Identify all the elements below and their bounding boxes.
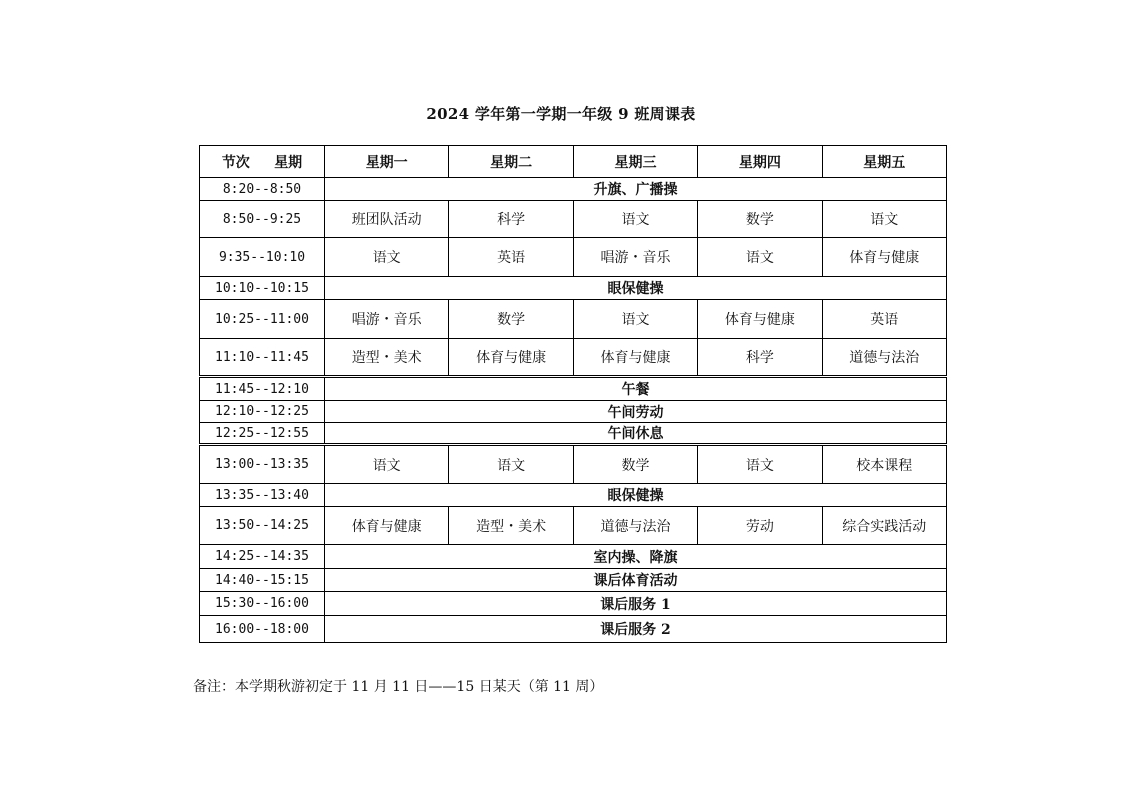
class-cell: 数学 (698, 201, 822, 238)
class-cell: 造型・美术 (449, 507, 573, 545)
day-header-mon: 星期一 (325, 146, 449, 178)
page-title: 2024 学年第一学期一年级 9 班周课表 (426, 105, 696, 123)
event-row (200, 484, 947, 507)
event-row (200, 569, 947, 592)
class-cell: 科学 (698, 339, 822, 377)
class-row (200, 238, 947, 277)
event-cell: 眼保健操 (325, 484, 947, 507)
class-cell: 体育与健康 (573, 339, 697, 377)
class-cell: 体育与健康 (822, 238, 946, 277)
corner-header-cell (200, 146, 325, 178)
class-cell: 语文 (573, 201, 697, 238)
corner-period-label: 节次 (221, 154, 250, 171)
time-cell: 16:00--18:00 (200, 616, 325, 643)
event-cell: 升旗、广播操 (325, 178, 947, 201)
time-cell: 8:50--9:25 (200, 201, 325, 238)
time-cell: 8:20--8:50 (200, 178, 325, 201)
event-cell: 课后服务 1 (325, 592, 947, 616)
event-cell: 室内操、降旗 (325, 545, 947, 569)
class-cell: 英语 (822, 300, 946, 339)
day-header-thu: 星期四 (698, 146, 822, 178)
class-cell: 科学 (449, 201, 573, 238)
class-cell: 综合实践活动 (822, 507, 946, 545)
time-cell: 10:25--11:00 (200, 300, 325, 339)
event-row (200, 423, 947, 445)
timetable-body (200, 146, 947, 643)
class-cell: 校本课程 (822, 445, 946, 484)
class-cell: 造型・美术 (325, 339, 449, 377)
event-cell: 课后服务 2 (325, 616, 947, 643)
time-cell: 13:35--13:40 (200, 484, 325, 507)
class-cell: 语文 (573, 300, 697, 339)
time-cell: 11:10--11:45 (200, 339, 325, 377)
time-cell: 12:25--12:55 (200, 423, 325, 445)
event-row (200, 377, 947, 401)
class-cell: 语文 (449, 445, 573, 484)
time-cell: 14:40--15:15 (200, 569, 325, 592)
time-cell: 15:30--16:00 (200, 592, 325, 616)
day-header-fri: 星期五 (822, 146, 946, 178)
class-cell: 体育与健康 (698, 300, 822, 339)
event-cell: 课后体育活动 (325, 569, 947, 592)
event-row (200, 401, 947, 423)
event-row (200, 178, 947, 201)
class-cell: 语文 (698, 238, 822, 277)
class-cell: 班团队活动 (325, 201, 449, 238)
footnote: 备注：本学期秋游初定于 11 月 11 日——15 日某天（第 11 周） (193, 679, 604, 695)
time-cell: 11:45--12:10 (200, 377, 325, 401)
day-header-tue: 星期二 (449, 146, 573, 178)
timetable (199, 145, 947, 643)
class-cell: 语文 (822, 201, 946, 238)
class-row (200, 507, 947, 545)
event-row (200, 592, 947, 616)
class-cell: 道德与法治 (822, 339, 946, 377)
event-cell: 午间休息 (325, 423, 947, 445)
header-row (200, 146, 947, 178)
class-row (200, 300, 947, 339)
event-cell: 午间劳动 (325, 401, 947, 423)
class-cell: 劳动 (698, 507, 822, 545)
class-cell: 体育与健康 (449, 339, 573, 377)
event-row (200, 545, 947, 569)
class-cell: 体育与健康 (325, 507, 449, 545)
event-row (200, 277, 947, 300)
class-cell: 语文 (698, 445, 822, 484)
corner-weekday-label: 星期 (274, 154, 303, 171)
class-cell: 唱游・音乐 (325, 300, 449, 339)
event-row (200, 616, 947, 643)
class-cell: 道德与法治 (573, 507, 697, 545)
class-cell: 数学 (573, 445, 697, 484)
time-cell: 13:00--13:35 (200, 445, 325, 484)
time-cell: 10:10--10:15 (200, 277, 325, 300)
event-cell: 午餐 (325, 377, 947, 401)
time-cell: 14:25--14:35 (200, 545, 325, 569)
time-cell: 13:50--14:25 (200, 507, 325, 545)
class-cell: 英语 (449, 238, 573, 277)
class-cell: 唱游・音乐 (573, 238, 697, 277)
class-cell: 数学 (449, 300, 573, 339)
class-cell: 语文 (325, 445, 449, 484)
event-cell: 眼保健操 (325, 277, 947, 300)
class-cell: 语文 (325, 238, 449, 277)
class-row (200, 201, 947, 238)
day-header-wed: 星期三 (573, 146, 697, 178)
class-row (200, 445, 947, 484)
time-cell: 12:10--12:25 (200, 401, 325, 423)
class-row (200, 339, 947, 377)
time-cell: 9:35--10:10 (200, 238, 325, 277)
